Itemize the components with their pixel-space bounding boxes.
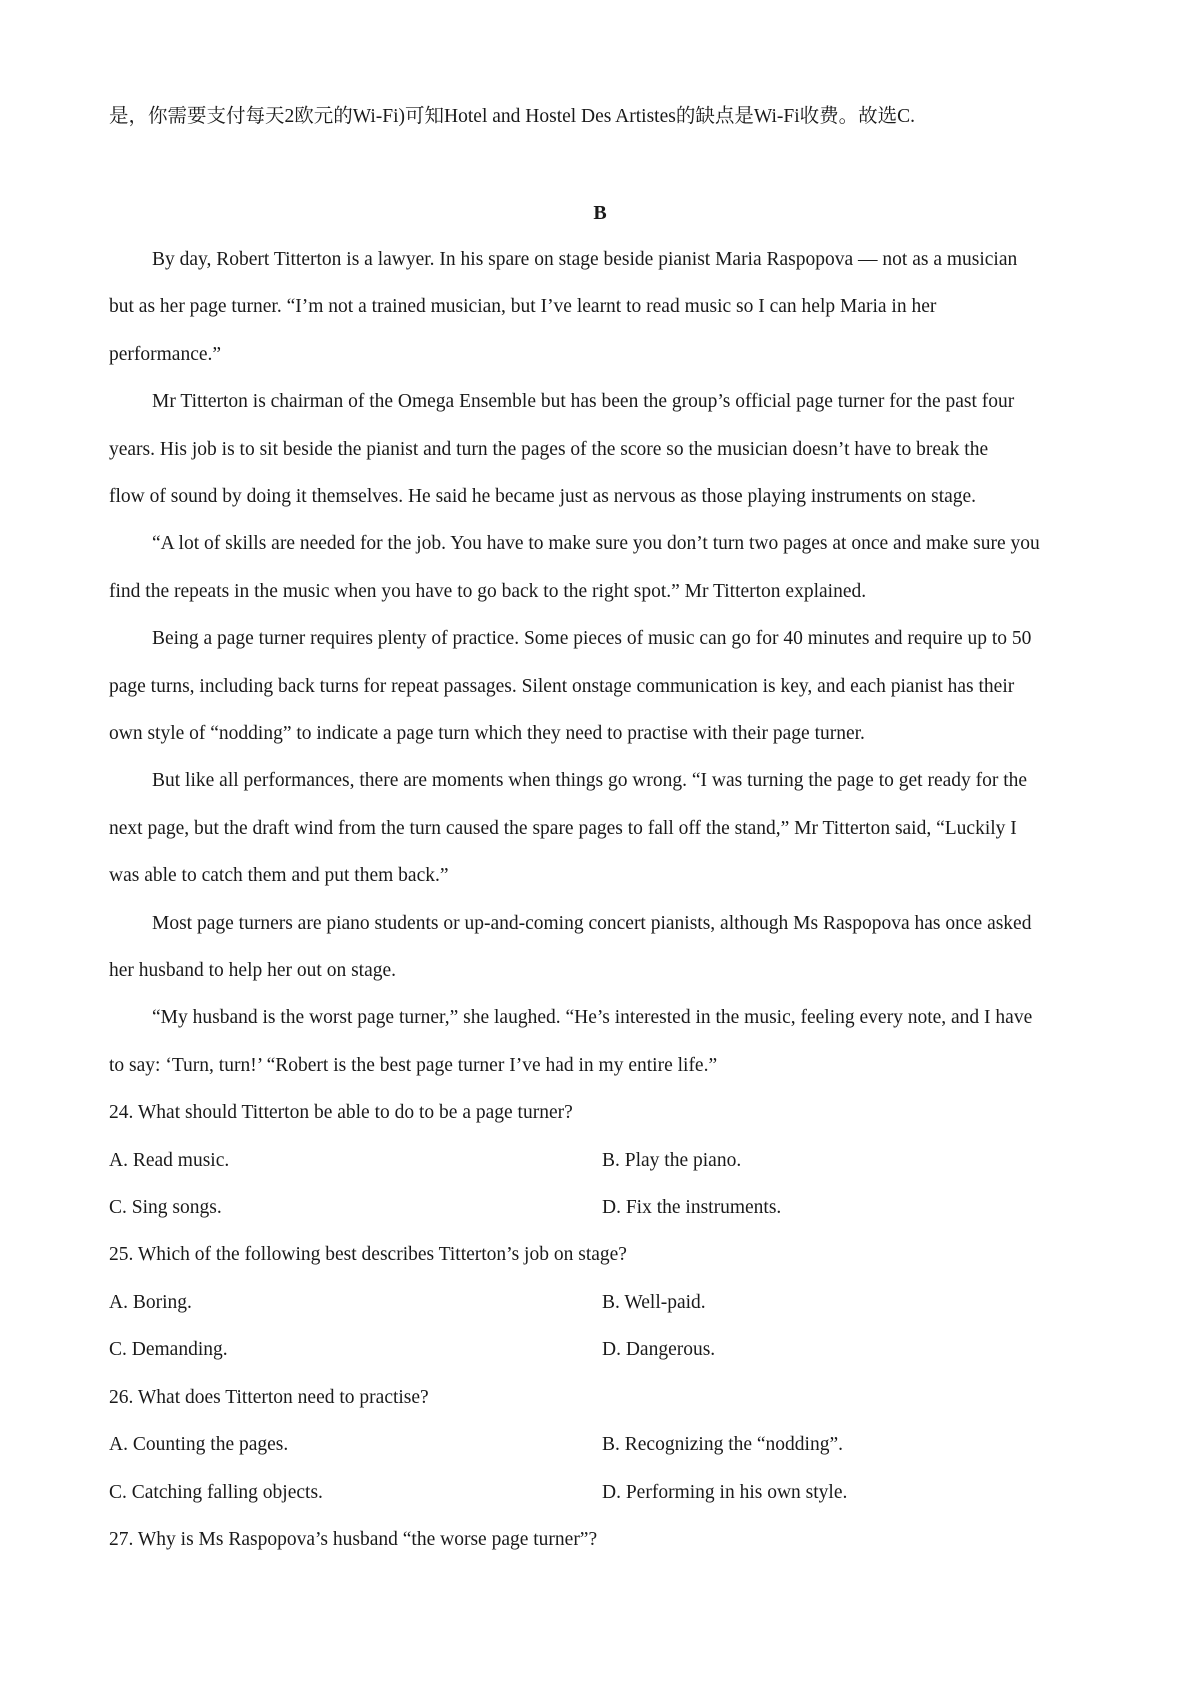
answer-option: B. Recognizing the “nodding”. [602, 1434, 843, 1455]
passage-line: but as her page turner. “I’m not a trained musician, but I’ve learnt to read music so I can help Maria in her [109, 296, 937, 317]
answer-option: B. Well-paid. [602, 1292, 706, 1313]
answer-option: D. Dangerous. [602, 1339, 716, 1360]
answer-option: D. Fix the instruments. [602, 1197, 782, 1218]
answer-option: A. Read music. [109, 1150, 230, 1171]
passage-line: “A lot of skills are needed for the job. You have to make sure you don’t turn two pages at once and make sure you [152, 533, 1040, 554]
passage-line: Most page turners are piano students or up-and-coming concert pianists, although Ms Raspopova has once asked [152, 913, 1032, 934]
answer-option: C. Demanding. [109, 1339, 228, 1360]
passage-line: her husband to help her out on stage. [109, 960, 397, 981]
passage-line: years. His job is to sit beside the pianist and turn the pages of the score so the musician doesn’t have to break the [109, 439, 989, 460]
answer-option: D. Performing in his own style. [602, 1482, 848, 1503]
answer-option: C. Sing songs. [109, 1197, 222, 1218]
passage-line: But like all performances, there are moments when things go wrong. “I was turning the page to get ready for the [152, 770, 1028, 791]
passage-line: next page, but the draft wind from the turn caused the spare pages to fall off the stand,” Mr Titterton said, “Luckily I [109, 818, 1017, 839]
passage-line: performance.” [109, 344, 222, 365]
passage-line: Mr Titterton is chairman of the Omega Ensemble but has been the group’s official page turner for the past four [152, 391, 1015, 412]
answer-option: A. Boring. [109, 1292, 192, 1313]
answer-option: B. Play the piano. [602, 1150, 742, 1171]
passage-line: “My husband is the worst page turner,” she laughed. “He’s interested in the music, feeling every note, and I have [152, 1007, 1033, 1028]
answer-option: A. Counting the pages. [109, 1434, 289, 1455]
passage-line: own style of “nodding” to indicate a page turn which they need to practise with their page turner. [109, 723, 865, 744]
question-stem: 27. Why is Ms Raspopova’s husband “the worse page turner”? [109, 1529, 598, 1550]
passage-line: Being a page turner requires plenty of practice. Some pieces of music can go for 40 minutes and require up to 50 [152, 628, 1032, 649]
passage-line: By day, Robert Titterton is a lawyer. In his spare on stage beside pianist Maria Raspopova — not as a musician [152, 249, 1018, 270]
passage-line: page turns, including back turns for repeat passages. Silent onstage communication is key, and each pianist has their [109, 676, 1015, 697]
question-stem: 26. What does Titterton need to practise? [109, 1387, 429, 1408]
passage-line: flow of sound by doing it themselves. He said he became just as nervous as those playing instruments on stage. [109, 486, 977, 507]
answer-option: C. Catching falling objects. [109, 1482, 323, 1503]
passage-line: find the repeats in the music when you have to go back to the right spot.” Mr Titterton explained. [109, 581, 867, 602]
question-stem: 24. What should Titterton be able to do to be a page turner? [109, 1102, 573, 1123]
intro-line: 是，你需要支付每天2欧元的Wi-Fi)可知Hotel and Hostel Des Artistes的缺点是Wi-Fi收费。故选C. [109, 106, 916, 127]
passage-line: was able to catch them and put them back.” [109, 865, 449, 886]
passage-line: to say: ‘Turn, turn!’ “Robert is the best page turner I’ve had in my entire life.” [109, 1055, 718, 1076]
question-stem: 25. Which of the following best describes Titterton’s job on stage? [109, 1244, 627, 1265]
section-heading: B [593, 202, 607, 224]
